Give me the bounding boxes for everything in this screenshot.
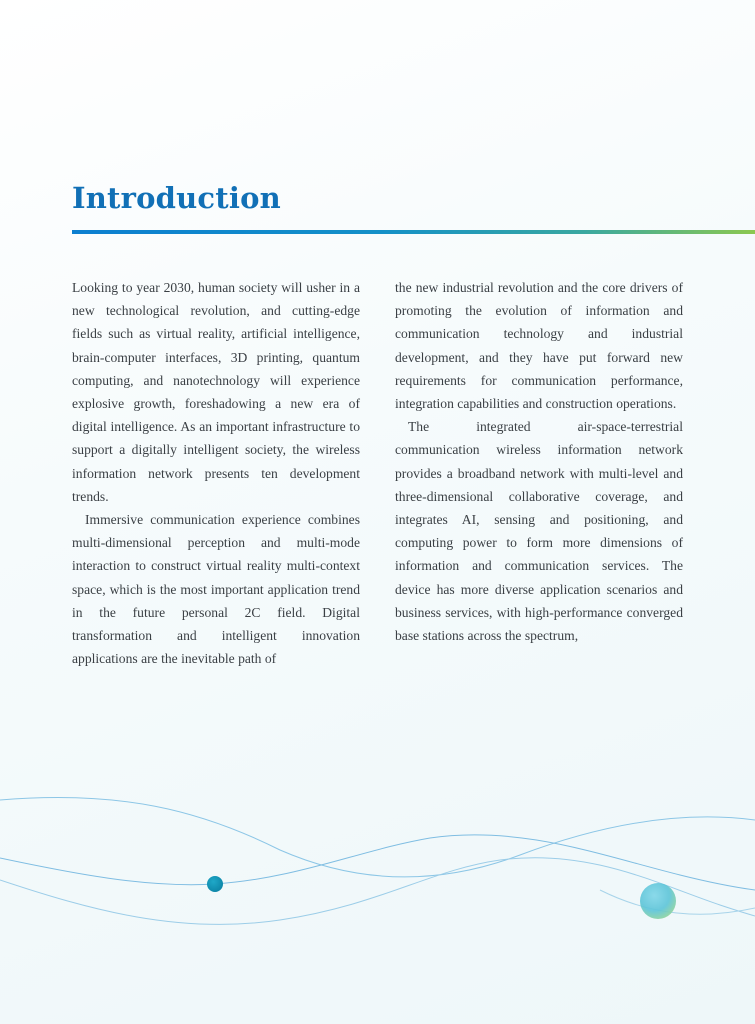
paragraph: Immersive communication experience combines multi-dimensional perception and multi-mode interaction to construct virtual reality multi-context space, which is the most important application trend in the future personal 2C field. Digital transformation and intelligent innovation applications are the inevitable path of	[72, 512, 360, 667]
paragraph: Looking to year 2030, human society will usher in a new technological revolution, and cutting-edge fields such as virtual reality, artificial intelligence, brain-computer interfaces, 3D printing, quantum computing, and nanotechnology will experience explosive growth, foreshadowing a new era of digital intelligence. As an important infrastructure to support a digitally intelligent society, the wireless information network presents ten development trends.	[72, 280, 360, 504]
title-divider	[72, 230, 755, 234]
wave-line	[600, 890, 755, 914]
small-dot	[207, 876, 223, 892]
text-column-right	[395, 276, 683, 647]
page-title: Introduction	[72, 181, 281, 215]
decorative-waves	[0, 770, 755, 970]
text-column-left	[72, 276, 360, 670]
wave-line	[0, 835, 755, 890]
paragraph: the new industrial revolution and the core drivers of promoting the evolution of information and communication technology and industrial development, and they have put forward new requirements for communication performance, integration capabilities and construction operations.	[395, 280, 683, 412]
large-dot	[640, 883, 676, 919]
paragraph: The integrated air-space-terrestrial communication wireless information network provides a broadband network with multi-level and three-dimensional collaborative coverage, and integrates AI, sensing and positioning, and computing power to form more dimensions of information and communication services. The device has more diverse application scenarios and business services, with high-performance converged base stations across the spectrum,	[395, 419, 683, 644]
wave-line	[0, 858, 755, 925]
